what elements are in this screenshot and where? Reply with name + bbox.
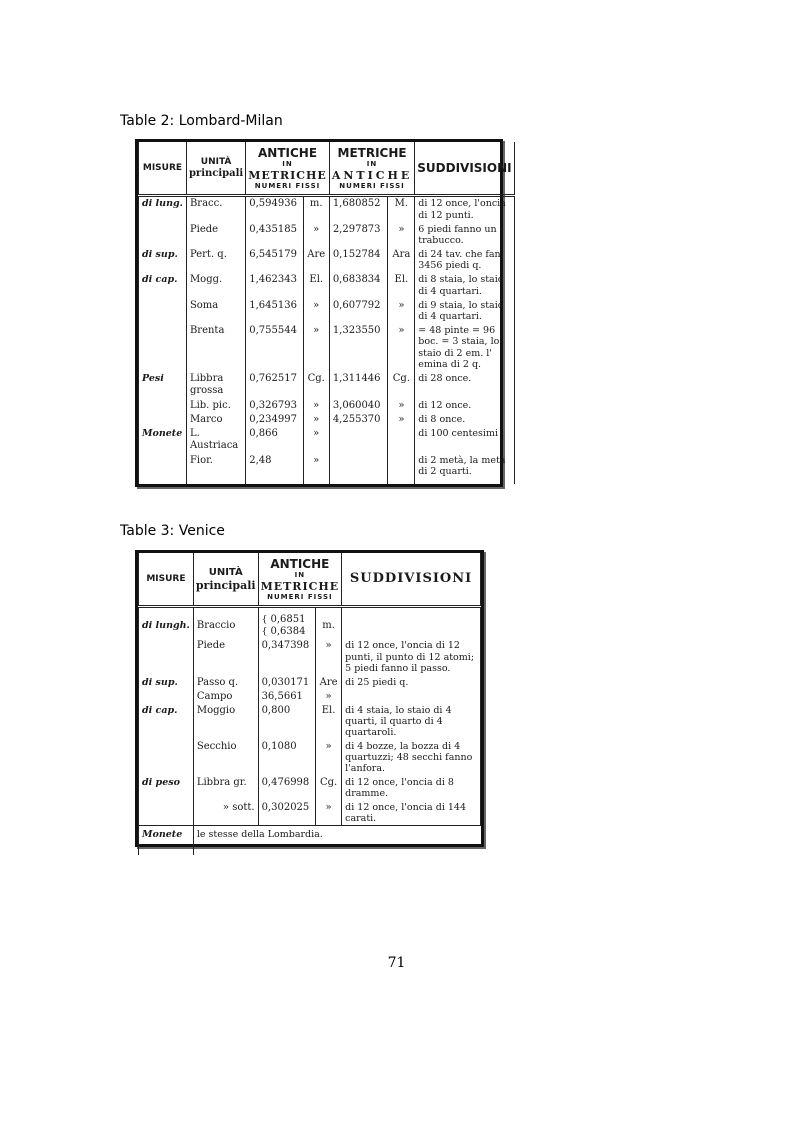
table3-scan — [135, 550, 484, 847]
unit-cell: Moggio — [193, 704, 258, 740]
table-row — [139, 399, 515, 413]
description-cell: di 4 bozze, la bozza di 4 quartuzzi; 48 secchi fanno l'anfora. — [342, 740, 481, 776]
category-cell — [139, 223, 187, 248]
braccio-value-b: 0,6384 — [270, 626, 306, 638]
table2 — [138, 142, 515, 484]
symbol-cell: M. — [388, 196, 415, 223]
table-row — [139, 776, 481, 801]
description-cell: di 100 centesimi — [415, 427, 514, 454]
table3-caption-label: Table 3: — [120, 523, 175, 539]
description-cell: di 2 metà, la metà di 2 quarti. — [415, 454, 514, 484]
symbol-cell: » — [315, 690, 341, 704]
symbol-cell: » — [315, 639, 341, 675]
description-cell: di 28 once. — [415, 372, 514, 399]
unit-cell: Passo q. — [193, 676, 258, 690]
table2-header-misure: MISURE — [139, 142, 187, 196]
table-row — [139, 299, 515, 324]
category-cell: di sup. — [139, 676, 194, 690]
table-row — [139, 372, 515, 399]
table3-header-antiche: ANTICHE IN METRICHE NUMERI FISSI — [258, 553, 342, 607]
value-cell: 4,255370 — [329, 413, 388, 427]
table-row — [139, 607, 481, 640]
unit-cell: Secchio — [193, 740, 258, 776]
symbol-cell: » — [388, 223, 415, 248]
value-cell: 2,48 — [246, 454, 303, 484]
description-cell: di 4 staia, lo staio di 4 quarti, il quarto di 4 quartaroli. — [342, 704, 481, 740]
table-row — [139, 324, 515, 373]
value-cell: 0,234997 — [246, 413, 303, 427]
description-cell — [342, 607, 481, 640]
table3-header-misure: MISURE — [139, 553, 194, 607]
description-cell: di 8 once. — [415, 413, 514, 427]
table3-caption-title: Venice — [178, 523, 225, 539]
value-cell: 0,347398 — [258, 639, 315, 675]
table2-header-row — [139, 142, 515, 196]
unit-cell: Lib. pic. — [186, 399, 245, 413]
description-cell: di 8 staia, lo staio di 4 quartari. — [415, 273, 514, 298]
value-cell: 0,030171 — [258, 676, 315, 690]
table-row — [139, 801, 481, 826]
value-cell — [258, 607, 315, 640]
description-cell: di 12 once, l'oncia di 8 dramme. — [342, 776, 481, 801]
value-cell: 1,462343 — [246, 273, 303, 298]
value-cell: 0,800 — [258, 704, 315, 740]
unit-cell: Piede — [186, 223, 245, 248]
table3-header-suddivisioni: SUDDIVISIONI — [342, 553, 481, 607]
table-row — [139, 454, 515, 484]
value-cell: 0,476998 — [258, 776, 315, 801]
value-cell: 0,594936 — [246, 196, 303, 223]
unit-cell: Mogg. — [186, 273, 245, 298]
table2-header-antiche: ANTICHE IN METRICHE NUMERI FISSI — [246, 142, 330, 196]
symbol-cell: » — [388, 299, 415, 324]
table3-caption — [120, 523, 225, 539]
value-cell: 2,297873 — [329, 223, 388, 248]
unit-cell: » sott. — [193, 801, 258, 826]
symbol-cell: Are — [303, 248, 329, 273]
description-cell: di 12 once, l'oncia di 144 carati. — [342, 801, 481, 826]
value-cell: 0,1080 — [258, 740, 315, 776]
table-row — [139, 248, 515, 273]
table3 — [138, 553, 481, 855]
table-row — [139, 690, 481, 704]
category-cell: di peso — [139, 776, 194, 801]
brace-icon: { — [261, 615, 268, 626]
description-cell: di 9 staia, lo staio di 4 quartari. — [415, 299, 514, 324]
symbol-cell: El. — [388, 273, 415, 298]
symbol-cell: Cg. — [388, 372, 415, 399]
table2-caption-label: Table 2: — [120, 113, 175, 129]
table-row — [139, 196, 515, 223]
description-cell: = 48 pinte = 96 boc. = 3 staia, lo staio di 2 em. l' emina di 2 q. — [415, 324, 514, 373]
symbol-cell: m. — [315, 607, 341, 640]
value-cell: 1,645136 — [246, 299, 303, 324]
symbol-cell: Are — [315, 676, 341, 690]
symbol-cell: » — [303, 324, 329, 373]
table2-header-metriche: METRICHE IN ANTICHE NUMERI FISSI — [329, 142, 414, 196]
symbol-cell: El. — [315, 704, 341, 740]
category-cell — [139, 801, 194, 826]
unit-cell: Campo — [193, 690, 258, 704]
value-cell: 0,152784 — [329, 248, 388, 273]
value-cell: 0,683834 — [329, 273, 388, 298]
symbol-cell: » — [303, 223, 329, 248]
table2-caption — [120, 113, 283, 129]
value-cell: 0,607792 — [329, 299, 388, 324]
symbol-cell: » — [315, 740, 341, 776]
value-cell: 0,762517 — [246, 372, 303, 399]
table-row — [139, 826, 481, 855]
table2-scan — [135, 139, 512, 487]
table-row — [139, 273, 515, 298]
symbol-cell: » — [303, 299, 329, 324]
category-cell — [139, 454, 187, 484]
value-cell: 3,060040 — [329, 399, 388, 413]
unit-cell: Soma — [186, 299, 245, 324]
symbol-cell: Ara — [388, 248, 415, 273]
symbol-cell: m. — [303, 196, 329, 223]
page-number: 71 — [387, 955, 406, 971]
category-cell: Monete — [139, 826, 194, 855]
category-cell — [139, 690, 194, 704]
braccio-value-a: 0,6851 — [270, 614, 306, 626]
unit-cell: Libbra gr. — [193, 776, 258, 801]
value-cell — [329, 427, 388, 454]
category-cell: di lung. — [139, 196, 187, 223]
table-row — [139, 639, 481, 675]
unit-cell: Libbra grossa — [186, 372, 245, 399]
category-cell — [139, 299, 187, 324]
description-cell: di 12 once, l'oncia di 12 punti. — [415, 196, 514, 223]
category-cell — [139, 324, 187, 373]
table-row — [139, 427, 515, 454]
value-cell: 1,311446 — [329, 372, 388, 399]
value-cell: 1,323550 — [329, 324, 388, 373]
unit-cell: Braccio — [193, 607, 258, 640]
description-cell: di 12 once. — [415, 399, 514, 413]
description-cell: 6 piedi fanno un trabucco. — [415, 223, 514, 248]
category-cell: di lungh. — [139, 607, 194, 640]
table2-header-suddivisioni: SUDDIVISIONI — [415, 142, 514, 196]
description-cell: di 25 piedi q. — [342, 676, 481, 690]
category-cell: di sup. — [139, 248, 187, 273]
category-cell — [139, 639, 194, 675]
symbol-cell: » — [303, 413, 329, 427]
monete-text: le stesse della Lombardia. — [193, 826, 480, 855]
brace-icon: { — [261, 627, 268, 638]
value-cell: 1,680852 — [329, 196, 388, 223]
unit-cell: Pert. q. — [186, 248, 245, 273]
category-cell: Monete — [139, 427, 187, 454]
symbol-cell: » — [388, 324, 415, 373]
unit-cell: Fior. — [186, 454, 245, 484]
symbol-cell: » — [315, 801, 341, 826]
table3-header-unita: UNITÀ principali — [193, 553, 258, 607]
table-row — [139, 676, 481, 690]
symbol-cell: Cg. — [315, 776, 341, 801]
category-cell — [139, 740, 194, 776]
value-cell: 0,326793 — [246, 399, 303, 413]
table-row — [139, 704, 481, 740]
symbol-cell: » — [388, 413, 415, 427]
value-cell: 0,755544 — [246, 324, 303, 373]
value-cell: 0,435185 — [246, 223, 303, 248]
value-cell: 36,5661 — [258, 690, 315, 704]
symbol-cell: » — [303, 427, 329, 454]
category-cell: di cap. — [139, 273, 187, 298]
symbol-cell — [388, 427, 415, 454]
description-cell — [342, 690, 481, 704]
category-cell: di cap. — [139, 704, 194, 740]
category-cell: Pesi — [139, 372, 187, 399]
table-row — [139, 413, 515, 427]
value-cell: 6,545179 — [246, 248, 303, 273]
description-cell: di 24 tav. che fan 3456 piedi q. — [415, 248, 514, 273]
symbol-cell: » — [303, 454, 329, 484]
table-row — [139, 223, 515, 248]
table2-caption-title: Lombard-Milan — [178, 113, 283, 129]
unit-cell: Bracc. — [186, 196, 245, 223]
value-cell — [329, 454, 388, 484]
value-cell: 0,866 — [246, 427, 303, 454]
unit-cell: Marco — [186, 413, 245, 427]
table3-header-row — [139, 553, 481, 607]
category-cell — [139, 399, 187, 413]
description-cell: di 12 once, l'oncia di 12 punti, il punto di 12 atomi; 5 piedi fanno il passo. — [342, 639, 481, 675]
unit-cell: L. Austriaca — [186, 427, 245, 454]
symbol-cell: Cg. — [303, 372, 329, 399]
category-cell — [139, 413, 187, 427]
symbol-cell: » — [388, 399, 415, 413]
value-cell: 0,302025 — [258, 801, 315, 826]
unit-cell: Piede — [193, 639, 258, 675]
table2-header-unita: UNITÀ principali — [186, 142, 245, 196]
unit-cell: Brenta — [186, 324, 245, 373]
symbol-cell: El. — [303, 273, 329, 298]
table-row — [139, 740, 481, 776]
symbol-cell — [388, 454, 415, 484]
symbol-cell: » — [303, 399, 329, 413]
